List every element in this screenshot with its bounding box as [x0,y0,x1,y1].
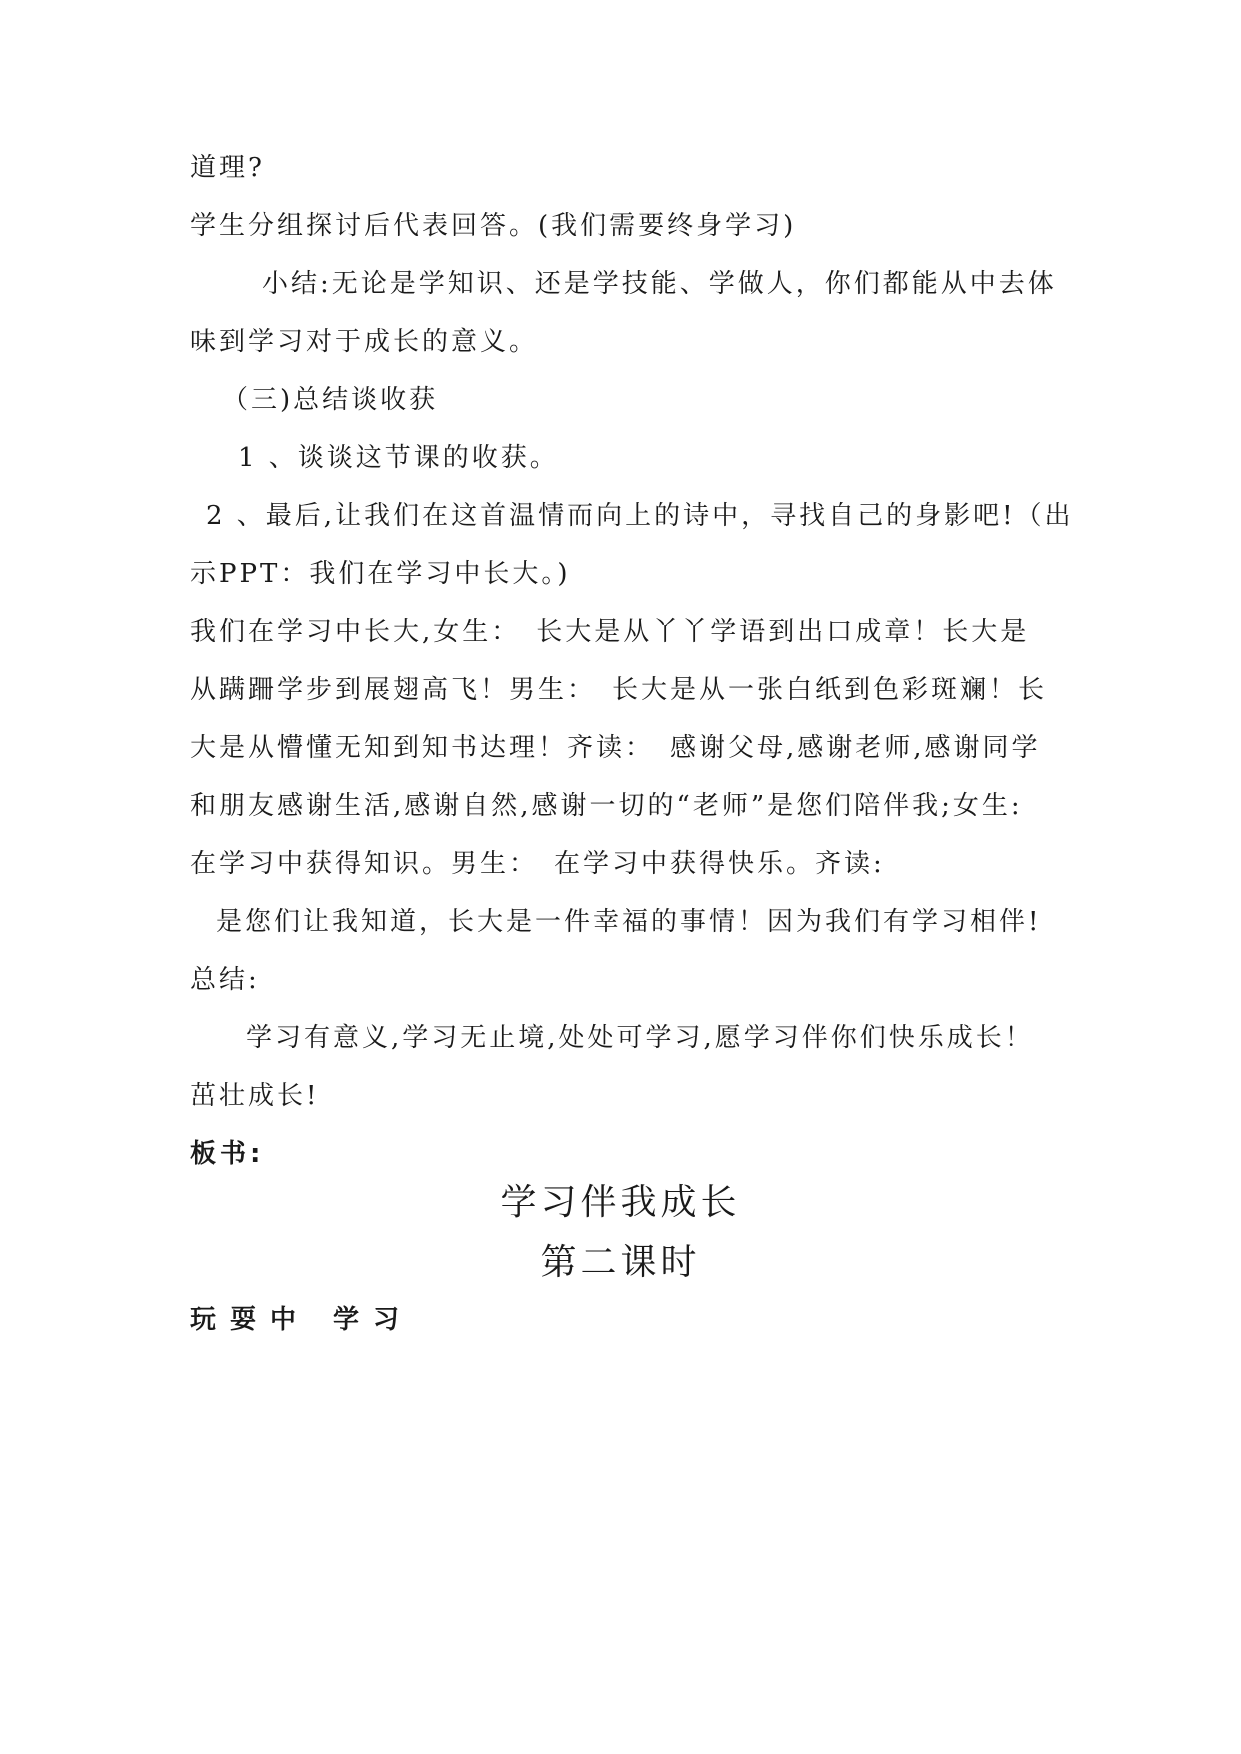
poem-line-2: 从蹒跚学步到展翅高飞！男生： 长大是从一张白纸到色彩斑斓！长 [190,675,1048,705]
list-item-2-cont: 示PPT：我们在学习中长大。) [190,559,571,589]
board-subtitle: 第二课时 [540,1242,701,1283]
board-label: 板书: [190,1139,265,1169]
poem-line-1: 我们在学习中长大,女生： 长大是从丫丫学语到出口成章！长大是 [190,617,1030,647]
poem-line-3: 大是从懵懂无知到知书达理！齐读： 感谢父母,感谢老师,感谢同学 [190,733,1041,763]
poem-line-4: 和朋友感谢生活,感谢自然,感谢一切的“老师”是您们陪伴我;女生: [190,791,1023,821]
list-item-1: 1 、谈谈这节课的收获。 [238,443,559,473]
summary-label: 总结: [190,965,260,995]
section-heading-3: （三)总结谈收获 [222,385,439,415]
board-item: 玩耍中 学习 [190,1305,414,1335]
list-item-2: 2 、最后,让我们在这首温情而向上的诗中，寻找自己的身影吧!（出 [206,501,1074,531]
board-title: 学习伴我成长 [500,1182,741,1223]
poem-line-6: 是您们让我知道，长大是一件幸福的事情！因为我们有学习相伴! [216,907,1042,937]
text-line-1: 道理? [190,153,265,183]
summary-text-cont: 茁壮成长! [190,1081,320,1111]
summary-text: 学习有意义,学习无止境,处处可学习,愿学习伴你们快乐成长！ [246,1023,1034,1053]
summary-line-2: 味到学习对于成长的意义。 [190,327,539,357]
poem-line-5: 在学习中获得知识。男生： 在学习中获得快乐。齐读: [190,849,885,879]
summary-line-1: 小结:无论是学知识、还是学技能、学做人，你们都能从中去体 [262,269,1057,299]
text-line-2: 学生分组探讨后代表回答。(我们需要终身学习) [190,211,797,241]
